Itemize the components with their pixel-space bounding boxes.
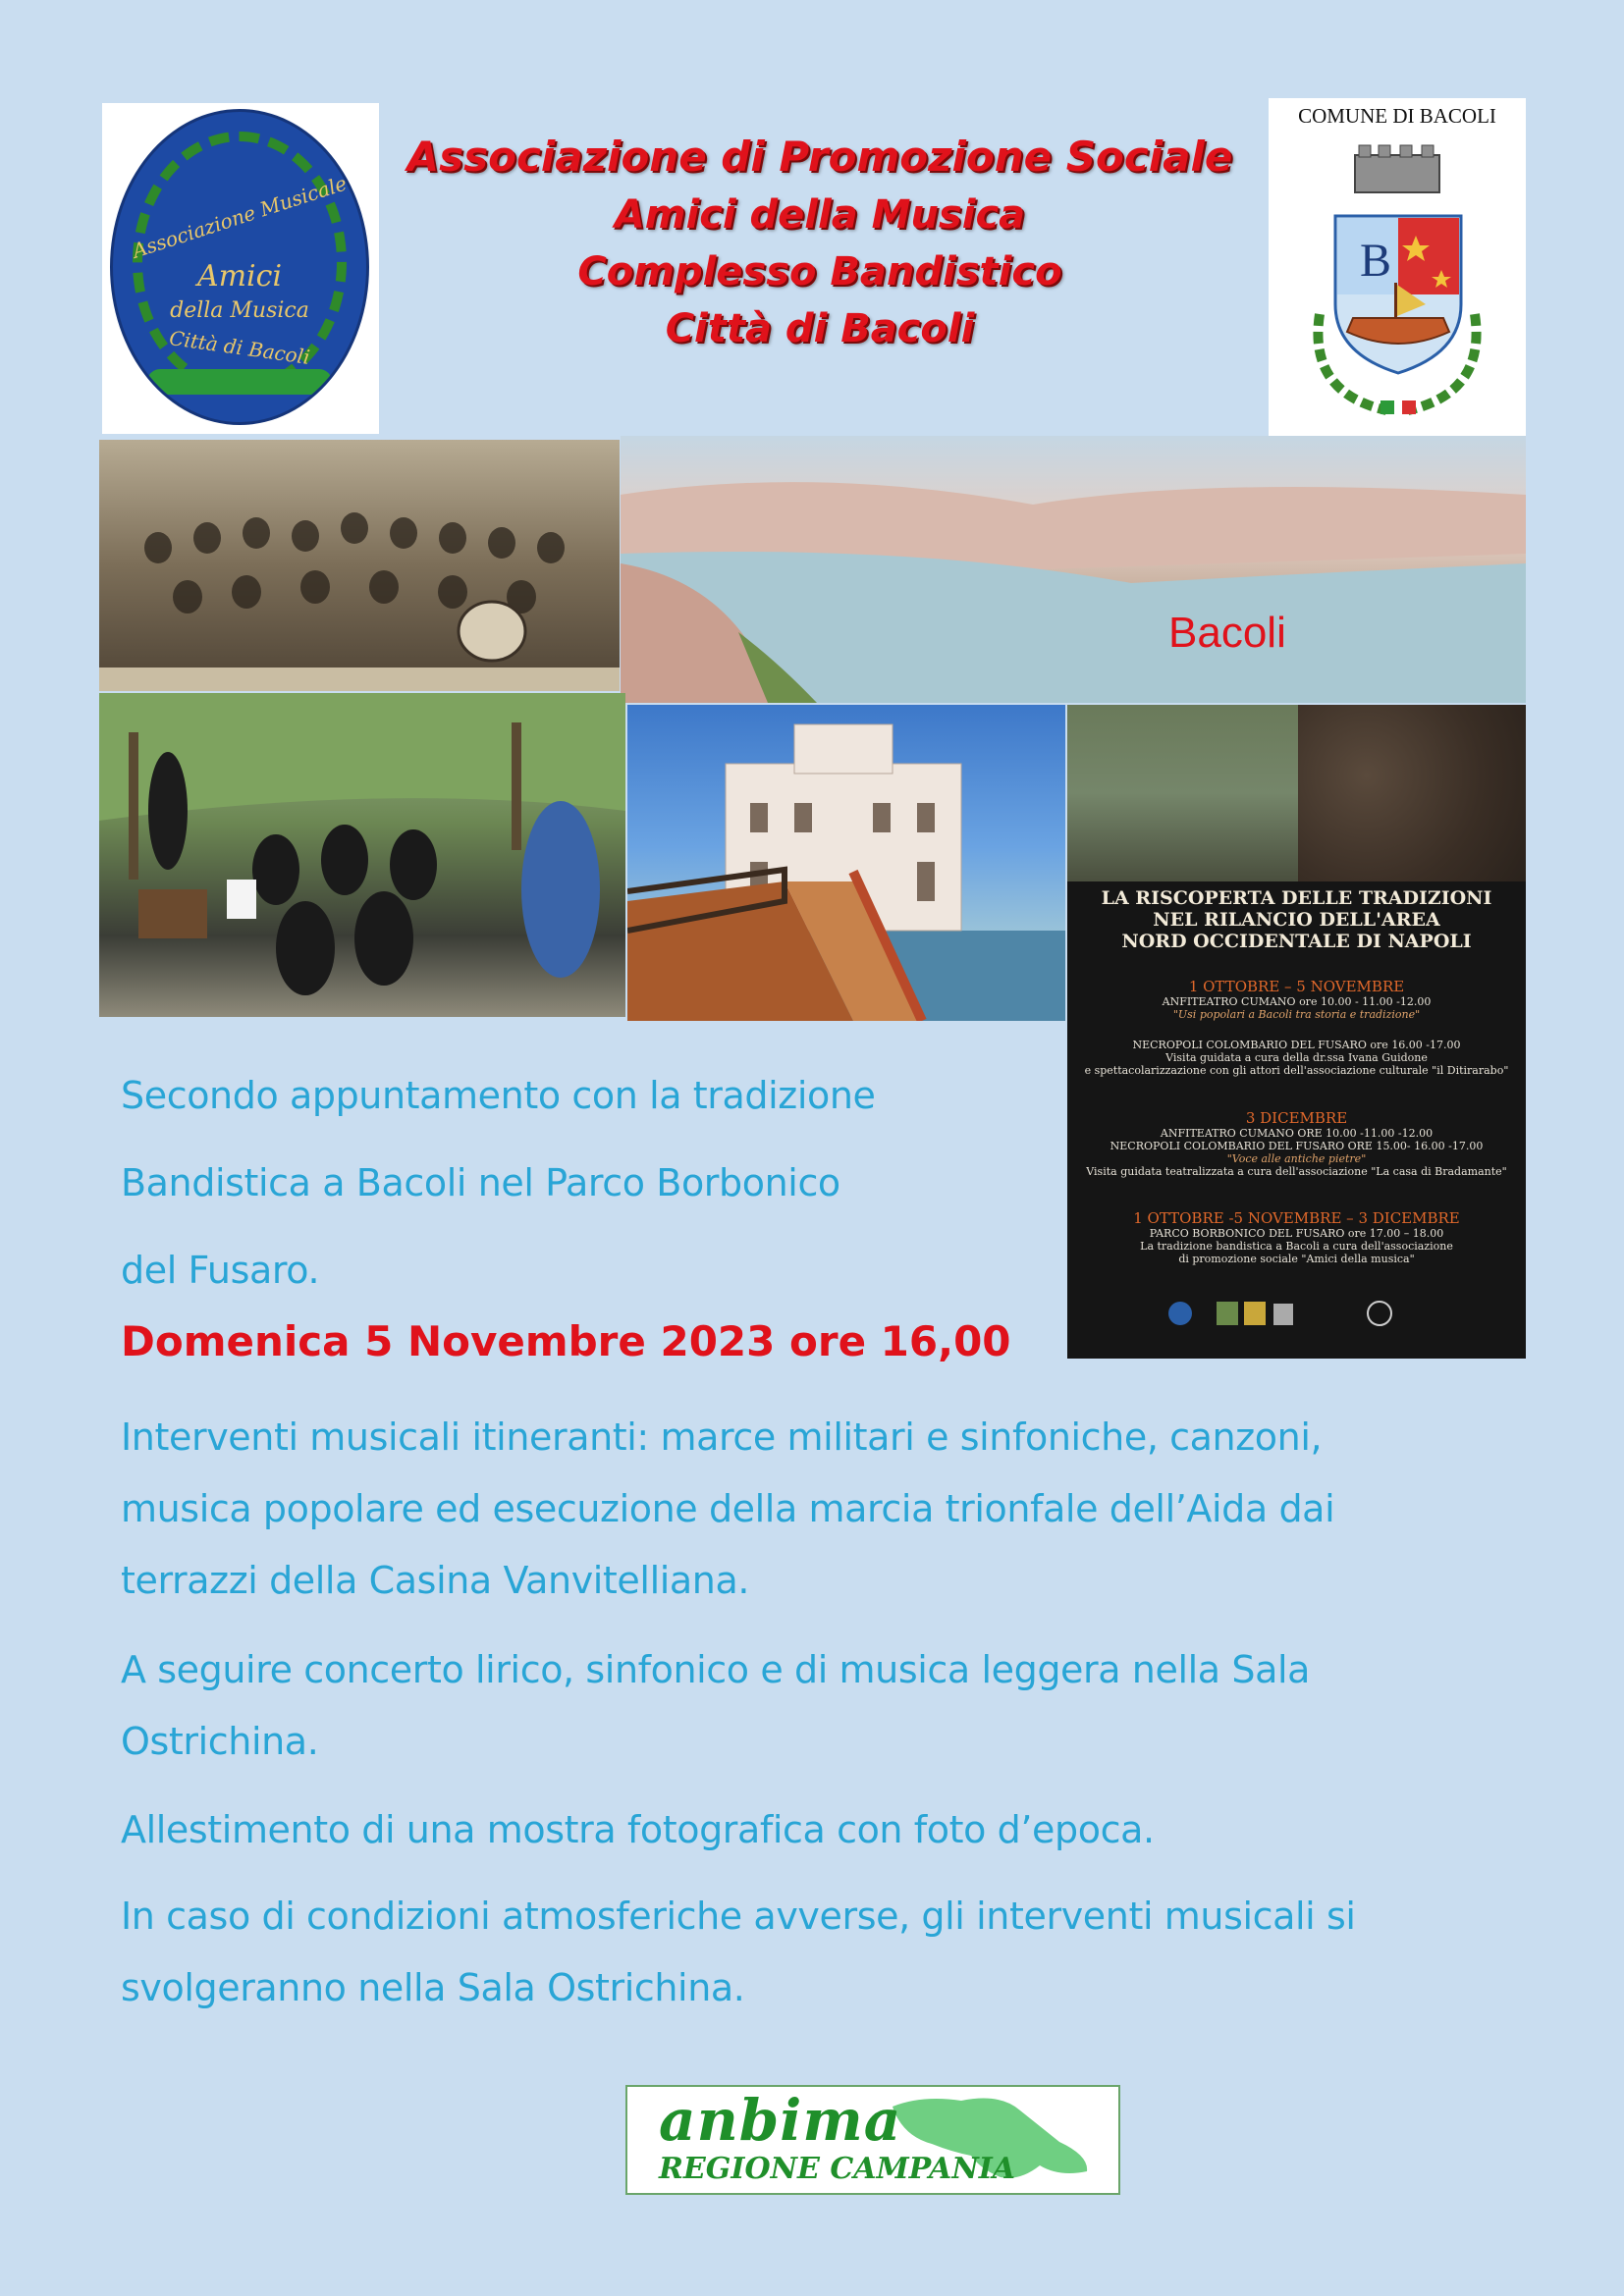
historic-band-illustration <box>99 440 620 691</box>
title-line-2: Amici della Musica <box>614 192 1026 238</box>
comune-caption: COMUNE DI BACOLI <box>1298 104 1496 128</box>
town-label: Bacoli <box>1168 609 1286 657</box>
paragraph-line: svolgeranno nella Sala Ostrichina. <box>121 1966 745 2009</box>
association-seal <box>110 109 369 425</box>
paragraph-exhibition <box>121 1794 1515 1866</box>
shield-letter: B <box>1359 235 1391 287</box>
association-logo <box>102 103 379 434</box>
logo-text-line4: Città di Bacoli <box>167 326 312 369</box>
paragraph-concert <box>121 1634 1515 1778</box>
poster-line: ANFITEATRO CUMANO ore 10.00 - 11.00 -12.00 <box>1162 995 1432 1008</box>
poster-line: Visita guidata teatralizzata a cura dell'associazione "La casa di Bradamante" <box>1086 1165 1507 1178</box>
columbarium-photo <box>1298 705 1526 881</box>
bacoli-panorama-illustration <box>621 436 1526 703</box>
poster-line: ANFITEATRO CUMANO ORE 10.00 -11.00 -12.00 <box>1160 1127 1434 1140</box>
paragraph-line: Interventi musicali itineranti: marce militari e sinfoniche, canzoni, <box>121 1415 1323 1459</box>
event-date: Domenica 5 Novembre 2023 ore 16,00 <box>121 1317 1011 1365</box>
paragraph-line: In caso di condizioni atmosferiche avverse, gli interventi musicali si <box>121 1895 1356 1938</box>
anbima-region: REGIONE CAMPANIA <box>659 2152 1016 2186</box>
poster-title <box>1067 887 1526 952</box>
title-line-3: Complesso Bandistico <box>577 249 1062 294</box>
poster-line: Visita guidata a cura della dr.ssa Ivana Guidone <box>1165 1051 1428 1064</box>
intro-line: Bandistica a Bacoli nel Parco Borbonico <box>121 1161 840 1204</box>
coat-of-arms-icon <box>1269 98 1526 436</box>
logo-text-line1: Associazione Musicale <box>129 171 351 263</box>
intro-line: del Fusaro. <box>121 1249 320 1292</box>
logo-text-line3: della Musica <box>170 298 309 323</box>
intro-text <box>121 1052 876 1314</box>
poster-date-2: 3 DICEMBRE <box>1245 1109 1348 1127</box>
title-line-4: Città di Bacoli <box>665 306 975 351</box>
poster-line: La tradizione bandistica a Bacoli a cura dell'associazione <box>1140 1240 1453 1253</box>
title-line-1: Associazione di Promozione Sociale <box>406 133 1233 181</box>
band-performance-photo <box>99 693 625 1017</box>
intro-line: Secondo appuntamento con la tradizione <box>121 1074 876 1117</box>
header-title <box>378 128 1262 357</box>
casina-vanvitelliana-photo <box>627 705 1065 1021</box>
historic-band-photo <box>99 440 620 691</box>
comune-logo <box>1269 98 1526 436</box>
poster-line: "Voce alle antiche pietre" <box>1226 1152 1367 1165</box>
poster-line: e spettacolarizzazione con gli attori dell'associazione culturale "il Ditirarabo" <box>1084 1064 1509 1077</box>
event-poster <box>1067 705 1526 1359</box>
poster-sponsor-logos <box>1067 1294 1526 1353</box>
paragraph-line: A seguire concerto lirico, sinfonico e di musica leggera nella Sala <box>121 1648 1311 1691</box>
poster-line: NECROPOLI COLOMBARIO DEL FUSARO ORE 15.00- 16.00 -17.00 <box>1110 1140 1484 1152</box>
poster-line: NECROPOLI COLOMBARIO DEL FUSARO ore 16.00 -17.00 <box>1132 1039 1461 1051</box>
logo-text-line2: Amici <box>196 259 283 294</box>
paragraph-line: Allestimento di una mostra fotografica con foto d’epoca. <box>121 1808 1155 1851</box>
paragraph-line: musica popolare ed esecuzione della marcia trionfale dell’Aida dai <box>121 1487 1335 1530</box>
paragraph-line: terrazzi della Casina Vanvitelliana. <box>121 1559 750 1602</box>
paragraph-line: Ostrichina. <box>121 1720 319 1763</box>
casina-vanvitelliana-illustration <box>627 705 1065 1021</box>
ribbon-icon <box>147 369 332 395</box>
poster-title-line: LA RISCOPERTA DELLE TRADIZIONI <box>1101 887 1492 909</box>
poster-title-line: NEL RILANCIO DELL'AREA <box>1153 909 1440 931</box>
bacoli-panorama-photo <box>621 436 1526 703</box>
poster-line: PARCO BORBONICO DEL FUSARO ore 17.00 – 18.00 <box>1149 1227 1444 1240</box>
poster-line: di promozione sociale "Amici della musica" <box>1178 1253 1415 1265</box>
poster-title-line: NORD OCCIDENTALE DI NAPOLI <box>1121 931 1472 952</box>
paragraph-weather <box>121 1881 1515 2024</box>
anbima-brand: anbima <box>659 2087 902 2154</box>
anbima-logo <box>625 2085 1120 2195</box>
band-performance-illustration <box>99 693 625 1017</box>
poster-date-1: 1 OTTOBRE – 5 NOVEMBRE <box>1188 978 1405 995</box>
poster-line: "Usi popolari a Bacoli tra storia e tradizione" <box>1172 1008 1421 1021</box>
paragraph-program <box>121 1402 1515 1617</box>
poster-date-3: 1 OTTOBRE -5 NOVEMBRE – 3 DICEMBRE <box>1133 1209 1460 1227</box>
